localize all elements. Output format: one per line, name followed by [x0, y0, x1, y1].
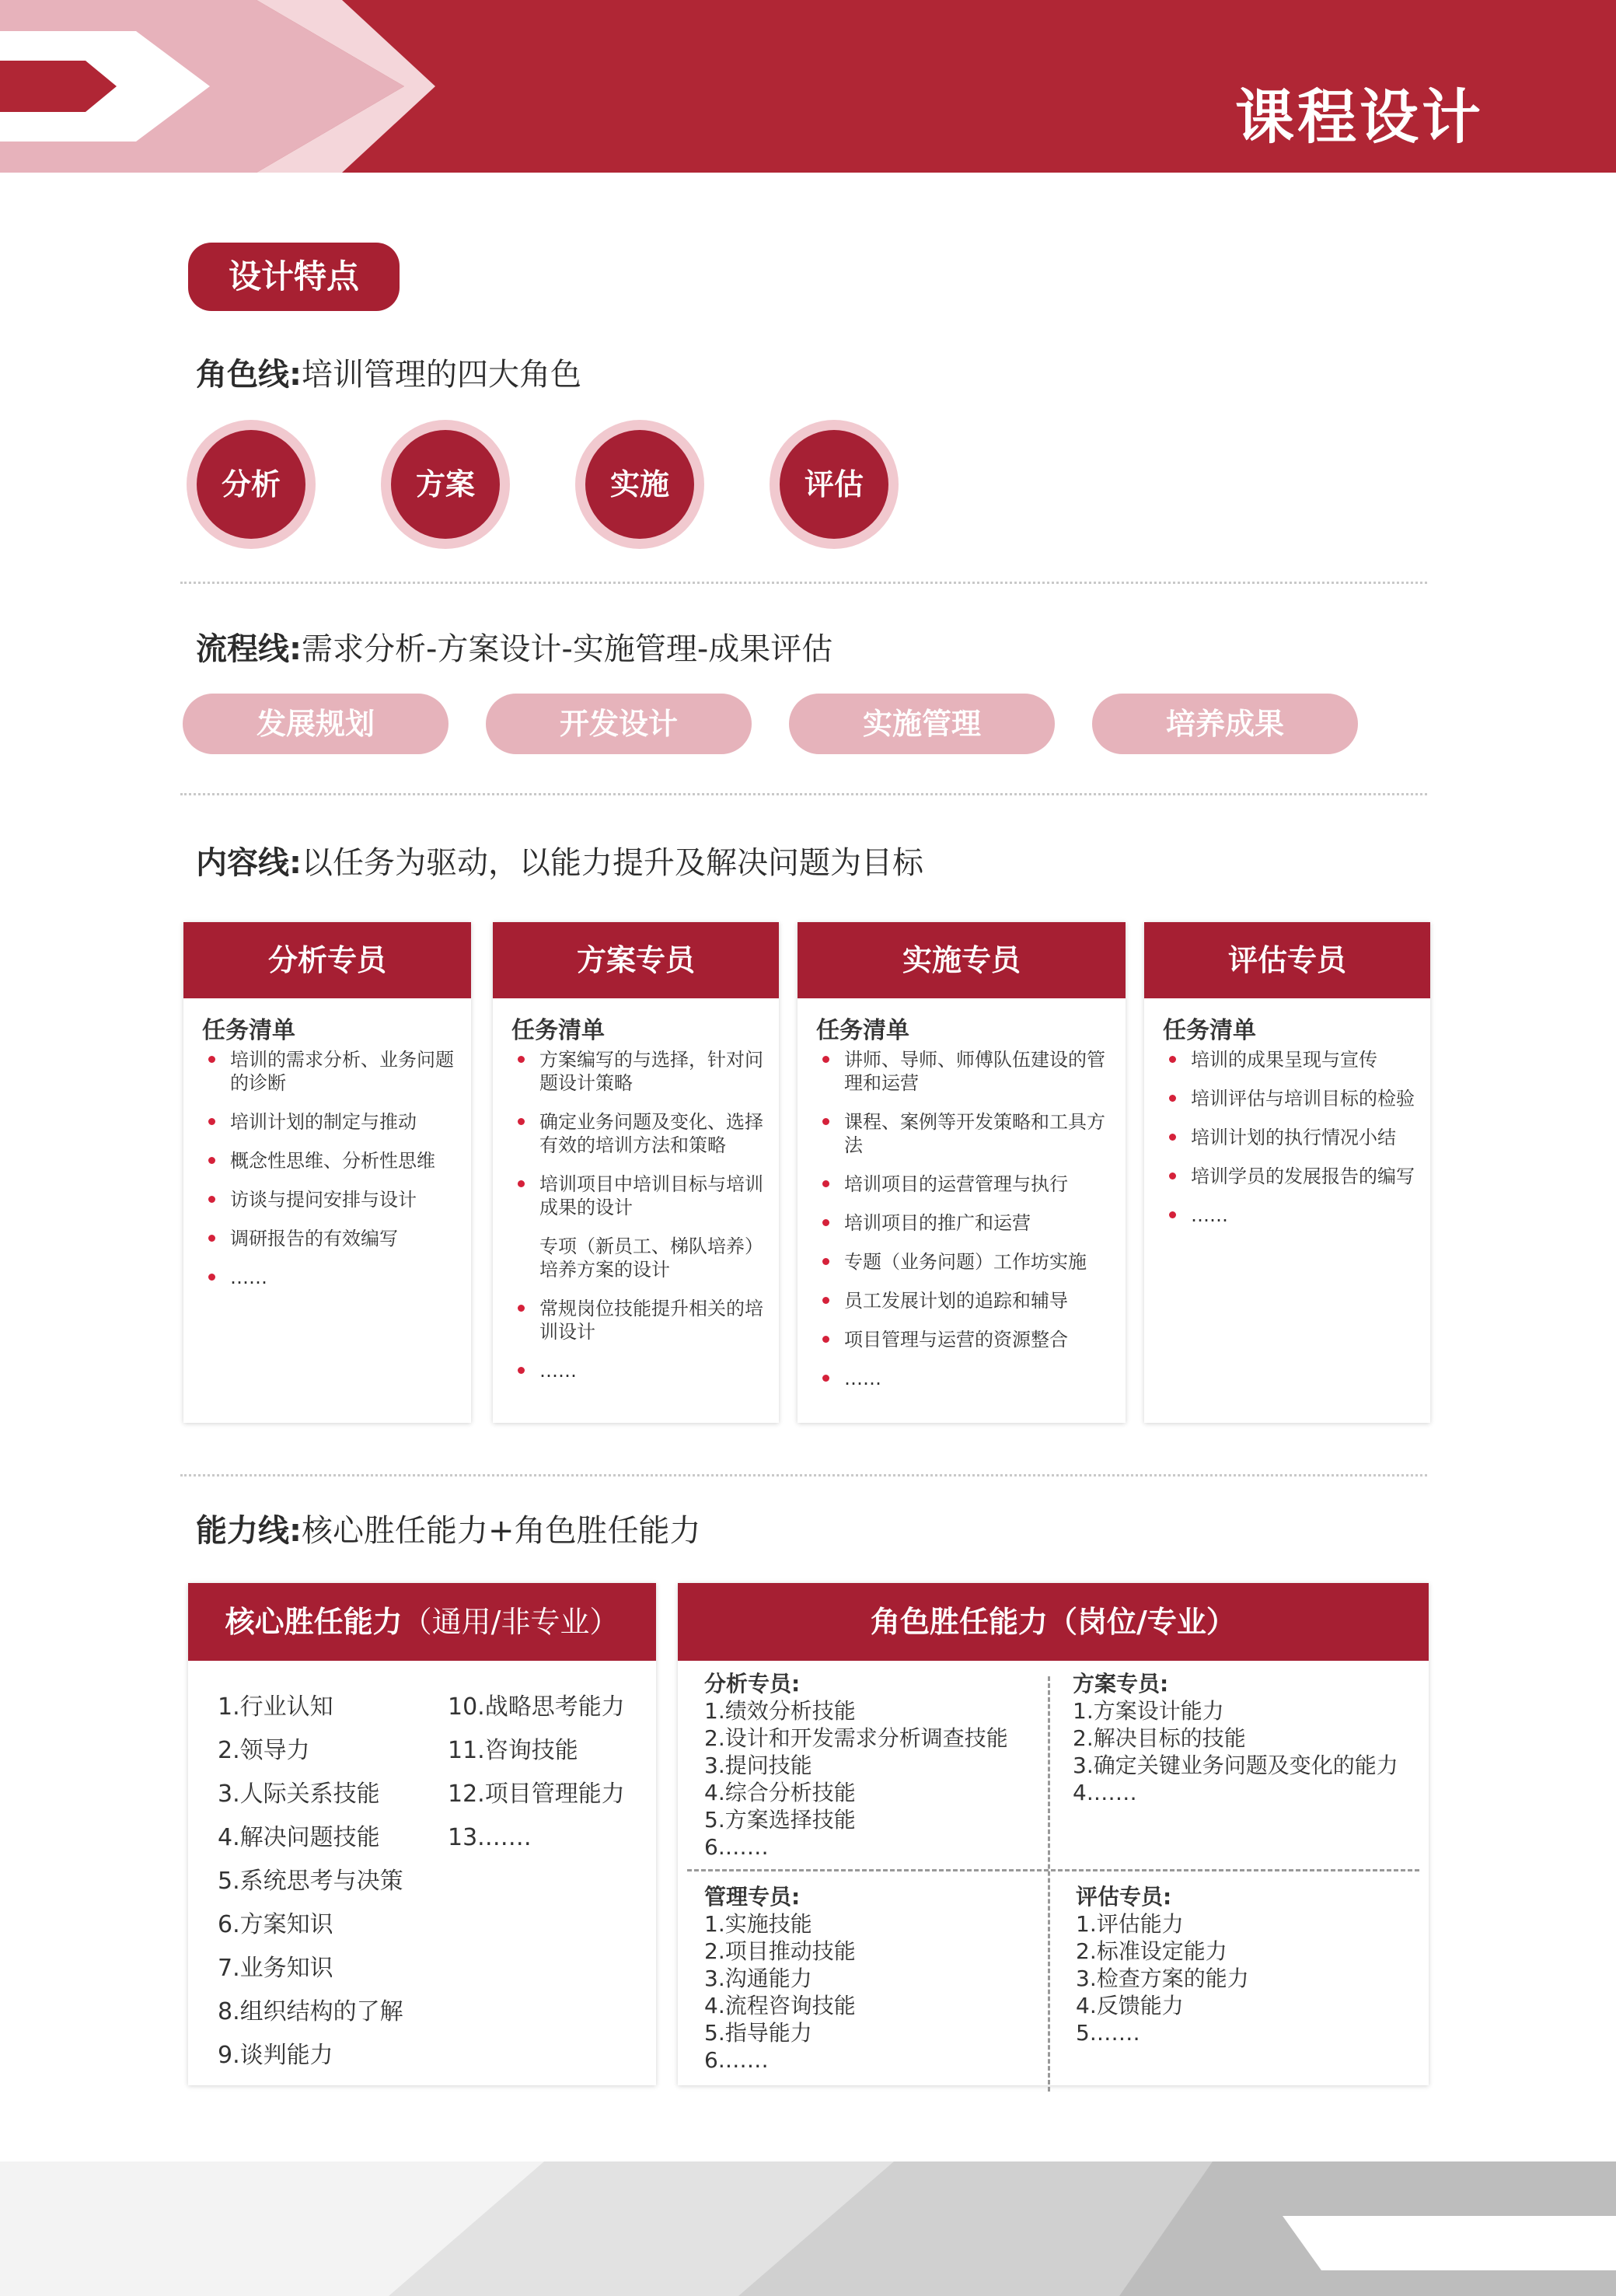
- role-label: 实施: [585, 430, 694, 539]
- card-title: 分析专员: [183, 922, 471, 998]
- bullet-dot: [822, 1336, 829, 1343]
- section-divider: [180, 582, 1427, 584]
- list-item: 10.战略思考能力: [448, 1693, 625, 1721]
- list-item: 项目管理与运营的资源整合: [819, 1328, 1110, 1351]
- role-line-text: 培训管理的四大角色: [302, 357, 581, 393]
- list-item: 培训计划的执行情况小结: [1166, 1126, 1415, 1149]
- list-item: 1.行业认知: [218, 1693, 333, 1721]
- bullet-dot: [822, 1180, 829, 1187]
- card-subtitle: 任务清单: [202, 1017, 295, 1044]
- page-title: 课程设计: [1235, 82, 1484, 152]
- bullet-dot: [1169, 1056, 1176, 1063]
- list-item: 专项（新员工、梯队培养）培养方案的设计: [539, 1235, 763, 1281]
- quadrant-plan: 方案专员: 1.方案设计能力 2.解决目标的技能 3.确定关键业务问题及变化的能力 4.……: [1073, 1671, 1398, 1805]
- process-step-pill: 开发设计: [486, 694, 752, 754]
- core-list-col2: [448, 1686, 625, 1860]
- list-item: 访谈与提问安排与设计: [205, 1188, 455, 1211]
- role-label: 分析: [197, 430, 305, 539]
- role-circle-evaluate: [770, 420, 899, 549]
- list-item: 培训项目的推广和运营: [819, 1211, 1110, 1235]
- card-title: 评估专员: [1144, 922, 1430, 998]
- list-item: 7.业务知识: [218, 1955, 333, 1982]
- section-divider: [180, 793, 1427, 795]
- card-subtitle: 任务清单: [1163, 1017, 1256, 1044]
- process-step-pill: 发展规划: [183, 694, 449, 754]
- list-item: 4.解决问题技能: [218, 1824, 380, 1851]
- bullet-dot: [208, 1235, 215, 1242]
- process-line-text: 需求分析-方案设计-实施管理-成果评估: [302, 631, 833, 667]
- bullet-dot: [1169, 1134, 1176, 1141]
- list-item: 培训评估与培训目标的检验: [1166, 1087, 1415, 1110]
- ability-line-heading: [196, 1506, 701, 1550]
- ability-line-key: 能力线:: [196, 1513, 302, 1549]
- process-step-pill: 实施管理: [789, 694, 1055, 754]
- quadrant-management: 管理专员: 1.实施技能 2.项目推动技能 3.沟通能力 4.流程咨询技能 5.指导能力 6.……: [704, 1884, 856, 2073]
- list-item: 专题（业务问题）工作坊实施: [819, 1250, 1110, 1274]
- role-circle-analysis: [187, 420, 316, 549]
- card-title: 方案专员: [493, 922, 779, 998]
- list-item: 调研报告的有效编写: [205, 1227, 455, 1250]
- content-line-heading: [196, 838, 923, 882]
- list-item: 8.组织结构的了解: [218, 1998, 403, 2025]
- list-item: 9.谈判能力: [218, 2042, 333, 2069]
- role-label: 评估: [780, 430, 888, 539]
- task-card-analysis: [183, 922, 471, 1423]
- list-item: ……: [515, 1359, 763, 1382]
- card-subtitle: 任务清单: [816, 1017, 909, 1044]
- content-line-key: 内容线:: [196, 845, 302, 881]
- list-item: 3.人际关系技能: [218, 1781, 380, 1808]
- quadrant-analysis: 分析专员: 1.绩效分析技能 2.设计和开发需求分析调查技能 3.提问技能 4.综合分析技能 5.方案选择技能 6.……: [704, 1671, 1008, 1860]
- role-circle-plan: [381, 420, 510, 549]
- role-competency-box: [678, 1583, 1429, 2085]
- list-item: 课程、案例等开发策略和工具方法: [819, 1110, 1110, 1157]
- list-item: 确定业务问题及变化、选择有效的培训方法和策略: [515, 1110, 763, 1157]
- bullet-dot: [822, 1118, 829, 1125]
- bullet-dot: [208, 1196, 215, 1203]
- bullet-dot: [518, 1180, 525, 1187]
- role-circle-implement: [575, 420, 704, 549]
- list-item: 讲师、导师、师傅队伍建设的管理和运营: [819, 1048, 1110, 1095]
- list-item: 员工发展计划的追踪和辅导: [819, 1289, 1110, 1312]
- core-competency-title: 核心胜任能力（通用/非专业）: [188, 1583, 656, 1661]
- list-item: 12.项目管理能力: [448, 1781, 625, 1808]
- list-item: 培训计划的制定与推动: [205, 1110, 455, 1134]
- list-item: 概念性思维、分析性思维: [205, 1149, 455, 1172]
- list-item: 常规岗位技能提升相关的培训设计: [515, 1297, 763, 1344]
- role-competency-title: 角色胜任能力（岗位/专业）: [678, 1583, 1429, 1661]
- list-item: ……: [819, 1367, 1110, 1390]
- bullet-dot: [208, 1274, 215, 1281]
- task-card-implement: [798, 922, 1126, 1423]
- bullet-dot: [1169, 1172, 1176, 1179]
- task-list: [515, 1048, 763, 1398]
- bullet-dot: [822, 1375, 829, 1382]
- list-item: 培训项目的运营管理与执行: [819, 1172, 1110, 1196]
- bullet-dot: [208, 1056, 215, 1063]
- task-list: [205, 1048, 455, 1305]
- ability-line-text: 核心胜任能力+角色胜任能力: [302, 1513, 701, 1549]
- card-title: 实施专员: [798, 922, 1126, 998]
- core-list-col1: [218, 1686, 403, 2078]
- bullet-dot: [822, 1258, 829, 1265]
- card-subtitle: 任务清单: [511, 1017, 605, 1044]
- content-line-text: 以任务为驱动，以能力提升及解决问题为目标: [302, 845, 923, 881]
- task-list: [819, 1048, 1110, 1406]
- footer-decoration: [0, 2146, 1616, 2296]
- process-step-pill: 培养成果: [1092, 694, 1358, 754]
- list-item: ……: [1166, 1204, 1415, 1227]
- list-item: 培训的需求分析、业务问题的诊断: [205, 1048, 455, 1095]
- task-card-evaluate: [1144, 922, 1430, 1423]
- chevron-decoration: [0, 0, 435, 173]
- header-banner: [0, 0, 1616, 173]
- core-competency-box: [188, 1583, 656, 2085]
- task-card-plan: [493, 922, 779, 1423]
- process-line-key: 流程线:: [196, 631, 302, 667]
- bullet-dot: [518, 1305, 525, 1312]
- task-list: [1166, 1048, 1415, 1242]
- list-item: 培训学员的发展报告的编写: [1166, 1165, 1415, 1188]
- bullet-dot: [518, 1056, 525, 1063]
- list-item: ……: [205, 1266, 455, 1289]
- quadrant-divider-vertical: [1048, 1676, 1050, 2092]
- bullet-dot: [822, 1297, 829, 1304]
- bullet-dot: [208, 1157, 215, 1164]
- list-item: 6.方案知识: [218, 1911, 333, 1938]
- bullet-dot: [1169, 1095, 1176, 1102]
- bullet-dot: [518, 1367, 525, 1374]
- list-item: 培训项目中培训目标与培训成果的设计: [515, 1172, 763, 1219]
- list-item: 方案编写的与选择，针对问题设计策略: [515, 1048, 763, 1095]
- bullet-dot: [822, 1056, 829, 1063]
- list-item: 5.系统思考与决策: [218, 1868, 403, 1895]
- list-item: 13.……: [448, 1824, 532, 1851]
- bullet-dot: [822, 1219, 829, 1226]
- list-item: 培训的成果呈现与宣传: [1166, 1048, 1415, 1071]
- role-line-key: 角色线:: [196, 357, 302, 393]
- bullet-dot: [1169, 1211, 1176, 1218]
- role-label: 方案: [391, 430, 500, 539]
- list-item: 11.咨询技能: [448, 1737, 578, 1764]
- process-line-heading: [196, 624, 832, 669]
- quadrant-evaluate: 评估专员: 1.评估能力 2.标准设定能力 3.检查方案的能力 4.反馈能力 5.……: [1076, 1884, 1249, 2046]
- section-divider: [180, 1474, 1427, 1476]
- list-item: 2.领导力: [218, 1737, 310, 1764]
- quadrant-divider-horizontal: [687, 1869, 1419, 1871]
- bullet-dot: [518, 1118, 525, 1125]
- bullet-dot: [208, 1118, 215, 1125]
- role-line-heading: [196, 350, 581, 394]
- section-badge: 设计特点: [188, 243, 400, 311]
